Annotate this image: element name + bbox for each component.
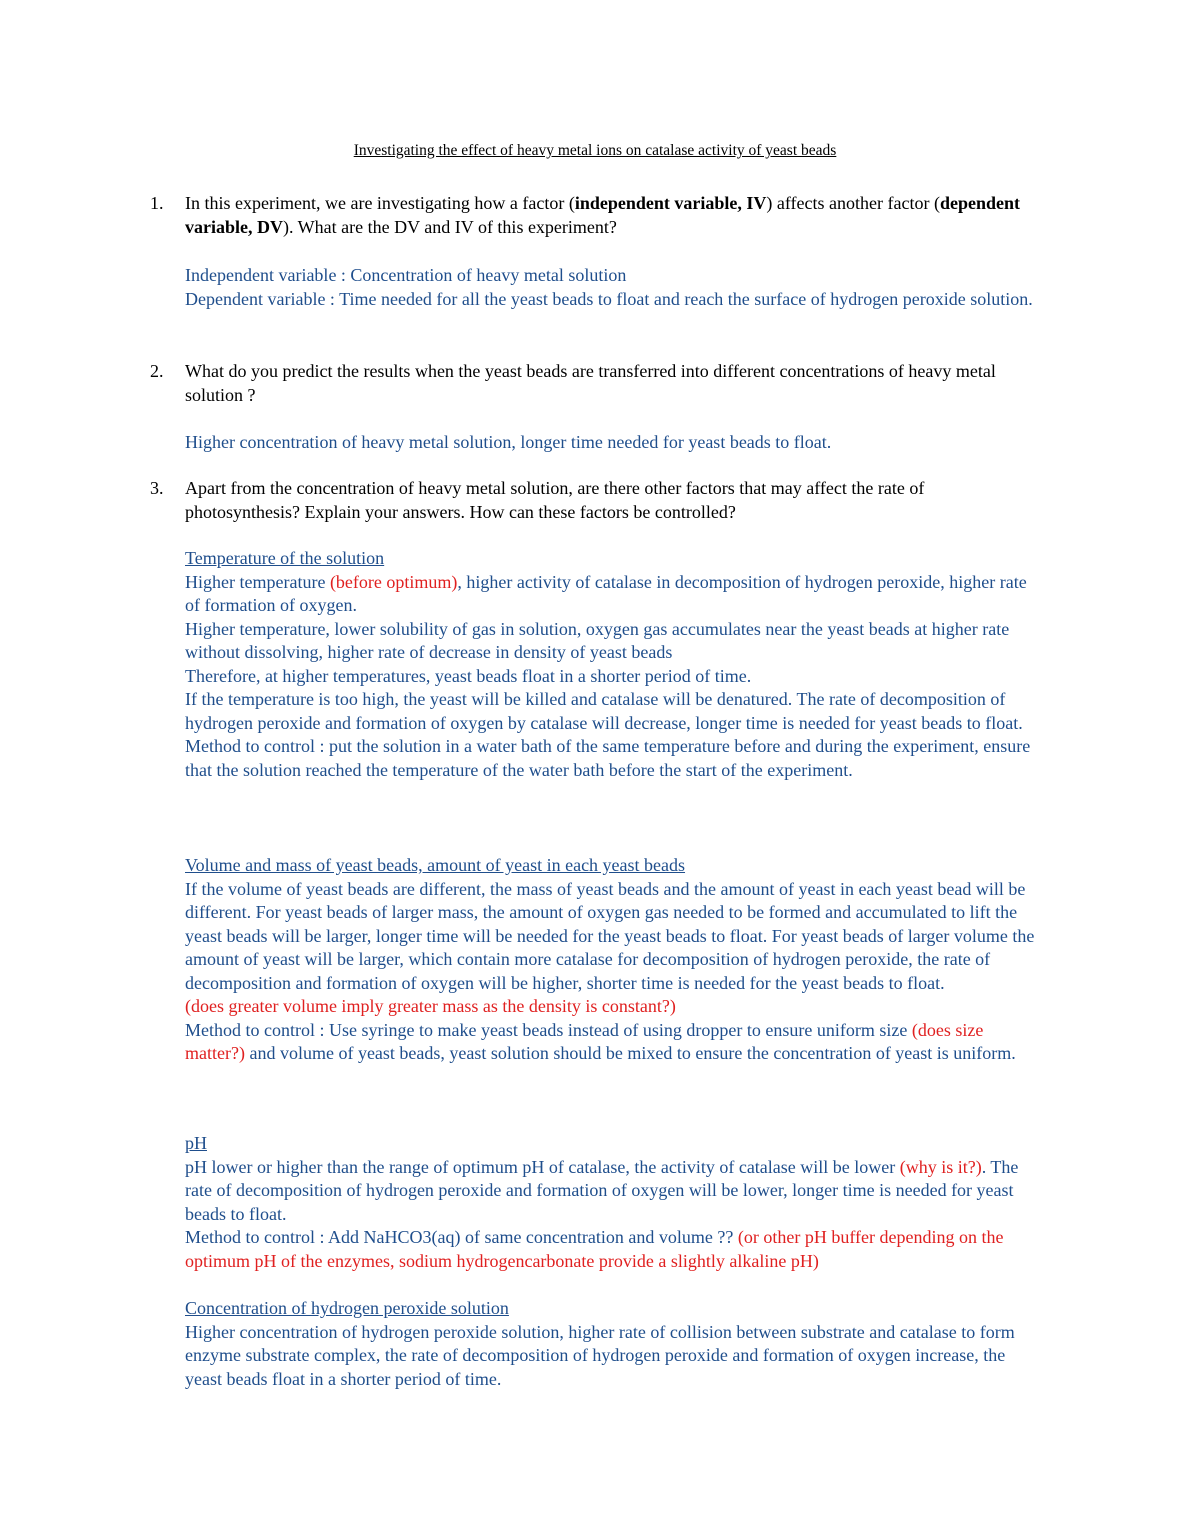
answer-temperature xyxy=(185,547,1035,782)
text-run: , higher activity of catalase in decomposition of hydrogen peroxide, higher rate of formation of oxygen. xyxy=(185,571,1027,615)
text-run: Method to control : Add NaHCO3(aq) of same concentration and volume ?? xyxy=(185,1227,738,1247)
answer-paragraph xyxy=(185,1226,1035,1273)
answer-paragraph xyxy=(185,1019,1035,1066)
red-note: (does size matter?) xyxy=(185,1019,984,1063)
red-note: (does greater volume imply greater mass as the density is constant?) xyxy=(185,996,676,1016)
answer-paragraph: Higher concentration of hydrogen peroxide solution, higher rate of collision between substrate and catalase to form enzyme substrate complex, the rate of decomposition of hydrogen peroxide and formation of oxygen increase, the yeast beads float in a shorter period of time. xyxy=(185,1321,1015,1389)
answer-paragraph: Method to control : put the solution in a water bath of the same temperature before and during the experiment, ensure that the solution reached the temperature of the water bath before the start of the experiment. xyxy=(185,736,1031,780)
question-text xyxy=(185,192,1035,239)
text-run: . The rate of decomposition of hydrogen peroxide and formation of oxygen will be lower, longer time is needed for yeast beads to float. xyxy=(185,1156,1019,1224)
document-title: Investigating the effect of heavy metal ions on catalase activity of yeast beads xyxy=(353,142,837,159)
answer-line: Dependent variable : Time needed for all the yeast beads to float and reach the surface of hydrogen peroxide solution. xyxy=(185,288,1033,309)
answer-concentration xyxy=(185,1297,1035,1391)
red-note: (or other pH buffer depending on the optimum pH of the enzymes, sodium hydrogencarbonate provide a slightly alkaline pH) xyxy=(185,1227,1004,1271)
question-number: 1. xyxy=(150,193,164,213)
question-number: 2. xyxy=(150,361,164,381)
red-note: (before optimum) xyxy=(329,571,458,592)
answer-paragraph: Therefore, at higher temperatures, yeast beads float in a shorter period of time. xyxy=(185,665,752,686)
red-note: (why is it?) xyxy=(899,1156,982,1177)
text-run: ) affects another factor ( xyxy=(766,193,940,213)
bold-term: dependent variable, DV xyxy=(185,193,1020,237)
answer-line: Independent variable : Concentration of heavy metal solution xyxy=(185,265,627,285)
answer-paragraph xyxy=(185,1156,1035,1227)
section-heading: Temperature of the solution xyxy=(185,548,385,568)
text-run: ). What are the DV and IV of this experiment? xyxy=(283,216,617,237)
text-run: Higher temperature xyxy=(185,571,330,592)
text-run: pH lower or higher than the range of optimum pH of catalase, the activity of catalase will be lower xyxy=(185,1156,900,1177)
answer-paragraph xyxy=(185,571,1035,618)
answer-2 xyxy=(185,431,1035,455)
bold-term: independent variable, IV xyxy=(574,193,767,213)
section-heading: pH xyxy=(185,1133,207,1153)
section-heading: Concentration of hydrogen peroxide solution xyxy=(185,1298,509,1318)
answer-paragraph: If the volume of yeast beads are different, the mass of yeast beads and the amount of yeast in each yeast bead will be different. For yeast beads of larger mass, the amount of oxygen gas needed to be formed and accumulated to lift the yeast beads will be larger, longer time will be needed for the yeast beads to float. For yeast beads of larger volume the amount of yeast will be larger, which contain more catalase for decomposition of hydrogen peroxide, the rate of decomposition and formation of oxygen will be higher, shorter time is needed for the yeast beads to float. xyxy=(185,878,1035,993)
text-run: In this experiment, we are investigating how a factor ( xyxy=(185,193,575,213)
answer-1 xyxy=(185,264,1035,311)
answer-paragraph: Higher temperature, lower solubility of gas in solution, oxygen gas accumulates near the yeast beads at higher rate without dissolving, higher rate of decrease in density of yeast beads xyxy=(185,618,1010,662)
section-heading: Volume and mass of yeast beads, amount of yeast in each yeast beads xyxy=(185,855,686,875)
text-run: Method to control : Use syringe to make yeast beads instead of using dropper to ensure uniform size xyxy=(185,1019,912,1040)
question-text: Apart from the concentration of heavy metal solution, are there other factors that may affect the rate of photosynthesis? Explain your answers. How can these factors be controlled? xyxy=(185,478,925,522)
question-text: What do you predict the results when the yeast beads are transferred into different concentrations of heavy metal solution ? xyxy=(185,361,996,405)
answer-volume xyxy=(185,854,1035,1066)
answer-paragraph: If the temperature is too high, the yeast will be killed and catalase will be denatured. The rate of decomposition of hydrogen peroxide and formation of oxygen by catalase will decrease, longer time is needed for yeast beads to float. xyxy=(185,689,1023,733)
answer-ph xyxy=(185,1132,1035,1273)
text-run: and volume of yeast beads, yeast solution should be mixed to ensure the concentration of yeast is uniform. xyxy=(244,1043,1016,1063)
question-number: 3. xyxy=(150,478,164,498)
answer-line: Higher concentration of heavy metal solution, longer time needed for yeast beads to float. xyxy=(185,432,832,452)
